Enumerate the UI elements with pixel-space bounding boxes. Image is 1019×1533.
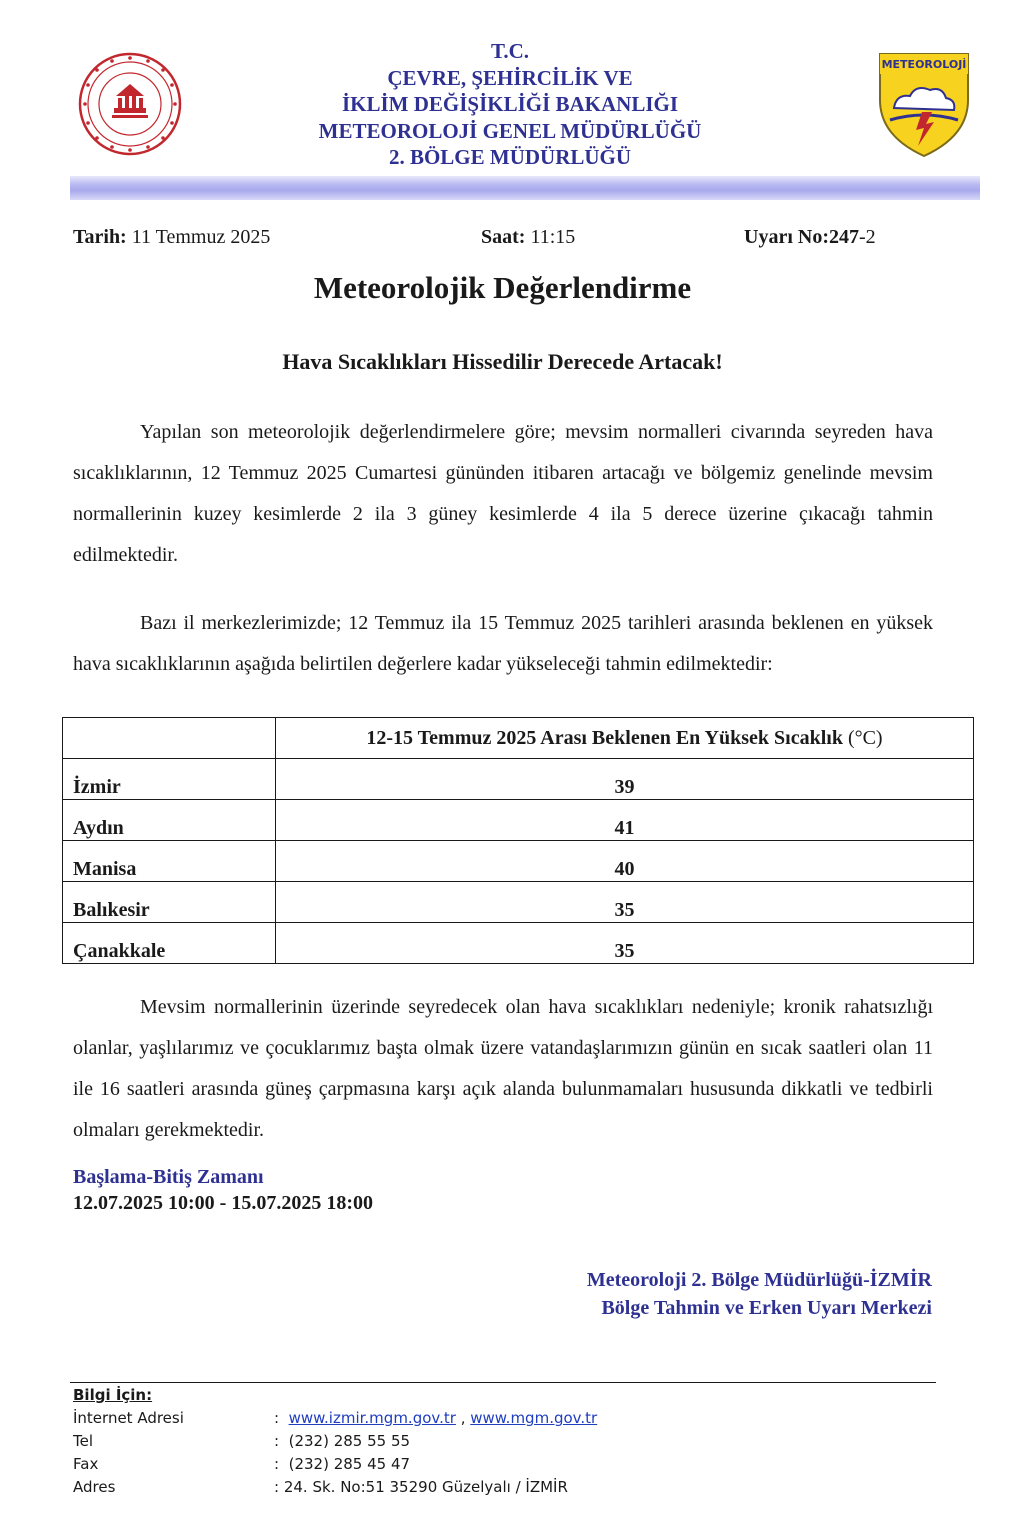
institution-header xyxy=(230,38,790,171)
warning-number: 247 xyxy=(828,226,859,248)
footer-title: Bilgi İçin: xyxy=(73,1386,153,1404)
header-line-directorate: METEOROLOJİ GENEL MÜDÜRLÜĞÜ xyxy=(318,118,702,143)
fax-value xyxy=(274,1455,410,1473)
address-label: Adres xyxy=(73,1478,116,1496)
header-divider-bar xyxy=(70,176,980,200)
city-name: Manisa xyxy=(63,841,276,882)
signature-line-2: Bölge Tahmin ve Erken Uyarı Merkezi xyxy=(601,1297,932,1319)
met-logo-text: METEOROLOJİ xyxy=(881,58,967,71)
header-line-region: 2. BÖLGE MÜDÜRLÜĞÜ xyxy=(388,145,632,169)
footer-colon: : xyxy=(274,1478,280,1496)
tel-label: Tel xyxy=(73,1432,94,1450)
address-value xyxy=(274,1478,568,1496)
table-header-main: 12-15 Temmuz 2025 Arası Beklenen En Yüksek Sıcaklık xyxy=(366,726,843,749)
fax-label: Fax xyxy=(73,1455,99,1473)
time-value: 11:15 xyxy=(530,226,576,248)
table-header-unit: (°C) xyxy=(842,726,883,749)
header-line-ministry-2: İKLİM DEĞİŞİKLİĞİ BAKANLIĞI xyxy=(341,92,679,116)
paragraph-1: Yapılan son meteorolojik değerlendirmelere göre; mevsim normalleri civarında seyreden hava sıcaklıklarının, 12 Temmuz 2025 Cumartesi gününden itibaren artacağı ve bölgemiz genelinde mevsim normallerinin kuzey kesimlerde 2 ila 3 güney kesimlerde 4 ila 5 derece üzerine çıkacağı tahmin edilmektedir. xyxy=(73,421,933,566)
city-name: Çanakkale xyxy=(63,923,276,964)
max-temperature: 35 xyxy=(276,923,974,964)
tel-number: (232) 285 55 55 xyxy=(288,1432,411,1450)
city-name: Balıkesir xyxy=(63,882,276,923)
max-temperature: 35 xyxy=(276,882,974,923)
city-name: Aydın xyxy=(63,800,276,841)
tel-value xyxy=(274,1432,410,1450)
izmir-mgm-link[interactable]: www.izmir.mgm.gov.tr xyxy=(288,1409,456,1427)
time-label: Saat: xyxy=(481,226,526,248)
temperature-table xyxy=(62,717,974,964)
address-text: 24. Sk. No:51 35290 Güzelyalı / İZMİR xyxy=(283,1478,568,1496)
footer-colon: : xyxy=(274,1432,280,1450)
table-header-cell xyxy=(276,718,974,759)
warning-suffix: -2 xyxy=(858,226,876,248)
max-temperature: 41 xyxy=(276,800,974,841)
document-subtitle: Hava Sıcaklıkları Hissedilir Derecede Artacak! xyxy=(282,349,723,374)
table-row xyxy=(63,800,974,841)
mgm-link[interactable]: www.mgm.gov.tr xyxy=(470,1409,598,1427)
internet-value xyxy=(274,1409,597,1427)
footer-divider xyxy=(70,1382,936,1383)
warning-label: Uyarı No: xyxy=(744,226,829,248)
max-temperature: 39 xyxy=(276,759,974,800)
table-row xyxy=(63,841,974,882)
table-header-empty-cell xyxy=(63,718,276,759)
paragraph-3: Mevsim normallerinin üzerinde seyredecek olan hava sıcaklıkları nedeniyle; kronik rahatsızlığı olanlar, yaşlılarımız ve çocuklarımız başta olmak üzere vatandaşlarımızın günün en sıcak saatleri olan 11 ile 16 saatleri arasında güneş çarpmasına karşı açık alanda bulunmamaları hususunda dikkatli ve tedbirli olmaları gerekmektedir. xyxy=(73,996,933,1141)
footer-colon: : xyxy=(274,1455,280,1473)
date-value: 11 Temmuz 2025 xyxy=(131,226,271,248)
max-temperature: 40 xyxy=(276,841,974,882)
header-line-tc: T.C. xyxy=(490,39,530,63)
table-header-row xyxy=(63,718,974,759)
period-label: Başlama-Bitiş Zamanı xyxy=(73,1166,264,1188)
footer-colon: : xyxy=(274,1409,280,1427)
city-name: İzmir xyxy=(63,759,276,800)
link-separator: , xyxy=(455,1409,471,1427)
date-field xyxy=(73,226,270,249)
table-row xyxy=(63,923,974,964)
table-row xyxy=(63,882,974,923)
meteoroloji-shield-logo xyxy=(876,50,972,158)
header-line-ministry-1: ÇEVRE, ŞEHİRCİLİK VE xyxy=(387,65,633,90)
document-title: Meteorolojik Değerlendirme xyxy=(313,270,692,305)
ministry-seal-logo xyxy=(78,52,182,156)
paragraph-2: Bazı il merkezlerimizde; 12 Temmuz ila 15 Temmuz 2025 tarihleri arasında beklenen en yüksek hava sıcaklıklarının aşağıda belirtilen değerlere kadar yükseleceği tahmin edilmektedir: xyxy=(73,612,933,675)
date-label: Tarih: xyxy=(73,226,127,248)
signature-line-1: Meteoroloji 2. Bölge Müdürlüğü-İZMİR xyxy=(586,1269,932,1291)
fax-number: (232) 285 45 47 xyxy=(288,1455,411,1473)
period-value: 12.07.2025 10:00 - 15.07.2025 18:00 xyxy=(73,1192,373,1214)
internet-label: İnternet Adresi xyxy=(73,1409,184,1427)
time-field xyxy=(481,226,575,249)
warning-number-field xyxy=(744,226,876,249)
table-row xyxy=(63,759,974,800)
